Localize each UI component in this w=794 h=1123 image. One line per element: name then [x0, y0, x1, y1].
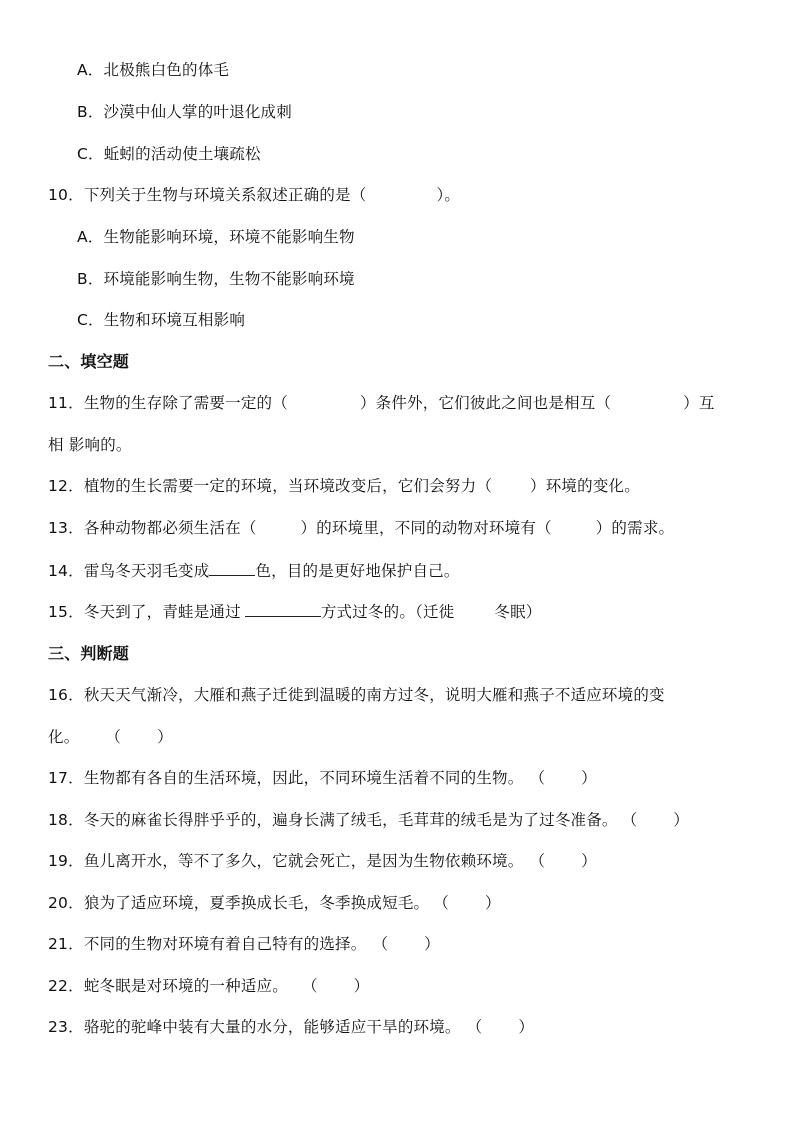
q16-line2: [48, 726, 173, 748]
q18-paren-close: ）: [673, 811, 690, 829]
q17-paren-open: （: [529, 769, 546, 787]
q15-blank[interactable]: [245, 600, 321, 617]
q10-option-c: C．生物和环境互相影响: [77, 311, 246, 329]
q19-text: 19．鱼儿离开水，等不了多久，它就会死亡，是因为生物依赖环境。: [48, 852, 524, 870]
section-judge-title: 三、判断题: [48, 644, 130, 663]
q19: [48, 850, 597, 872]
q13-text-1: 13．各种动物都必须生活在（: [48, 519, 257, 537]
q10-option-a: A．生物能影响环境，环境不能影响生物: [77, 228, 355, 246]
q20-paren-close: ）: [484, 894, 501, 912]
q21-text: 21．不同的生物对环境有着自己特有的选择。: [48, 935, 367, 953]
q16-line1: 16．秋天天气渐冷，大雁和燕子迁徙到温暖的南方过冬，说明大雁和燕子不适应环境的变: [48, 686, 665, 704]
q11-line2: 相 影响的。: [48, 436, 132, 454]
q20-text: 20．狼为了适应环境，夏季换成长毛，冬季换成短毛。: [48, 894, 430, 912]
q18-paren-open: （: [621, 811, 638, 829]
q17-text: 17．生物都有各自的生活环境，因此，不同环境生活着不同的生物。: [48, 769, 524, 787]
q20: [48, 892, 501, 914]
q23: [48, 1016, 534, 1038]
q23-text: 23．骆驼的驼峰中装有大量的水分，能够适应干旱的环境。: [48, 1018, 461, 1036]
section-fill-blank-title: 二、填空题: [48, 352, 130, 371]
q12: [48, 475, 640, 497]
q23-paren-close: ）: [518, 1018, 535, 1036]
q22: [48, 975, 369, 997]
q14-text-2: 色，目的是更好地保护自己。: [255, 562, 460, 580]
q17-paren-close: ）: [581, 769, 597, 787]
q19-paren-close: ）: [581, 852, 597, 870]
q22-text: 22．蛇冬眠是对环境的一种适应。: [48, 977, 288, 995]
q10-option-b: B．环境能影响生物，生物不能影响环境: [77, 270, 355, 288]
q17: [48, 767, 597, 789]
q9-option-b: B．沙漠中仙人掌的叶退化成刺: [77, 103, 292, 121]
q10-stem: [48, 184, 460, 206]
q14-text-1: 14．雷鸟冬天羽毛变成: [48, 562, 210, 580]
q13-text-2: ）的环境里，不同的动物对环境有（: [300, 519, 552, 537]
q9-option-c: C．蚯蚓的活动使土壤疏松: [77, 145, 261, 163]
q21: [48, 933, 440, 955]
q18: [48, 809, 689, 831]
q13: [48, 517, 674, 539]
q15-text-3: 冬眠）: [494, 603, 542, 621]
q10-stem-post: ）。: [436, 186, 461, 204]
q9-option-a: A．北极熊白色的体毛: [77, 61, 230, 79]
q16-paren-open: （: [105, 728, 122, 746]
q13-text-3: ）的需求。: [595, 519, 675, 537]
q22-paren-close: ）: [353, 977, 370, 995]
q10-stem-pre: 10．下列关于生物与环境关系叙述正确的是（: [48, 186, 367, 204]
q22-paren-open: （: [301, 977, 318, 995]
q18-text: 18．冬天的麻雀长得胖乎乎的，遍身长满了绒毛，毛茸茸的绒毛是为了过冬准备。: [48, 811, 618, 829]
q11-line1: [48, 392, 715, 414]
q12-text-2: ）环境的变化。: [530, 477, 640, 495]
q23-paren-open: （: [466, 1018, 483, 1036]
q11-text-1: 11．生物的生存除了需要一定的（: [48, 394, 288, 412]
q16-text-2: 化。: [48, 728, 80, 746]
q14-blank[interactable]: [209, 559, 255, 576]
q15-text-1: 15．冬天到了，青蛙是通过: [48, 603, 241, 621]
q12-text-1: 12．植物的生长需要一定的环境，当环境改变后，它们会努力（: [48, 477, 493, 495]
q19-paren-open: （: [529, 852, 546, 870]
q21-paren-close: ）: [424, 935, 440, 953]
q20-paren-open: （: [433, 894, 449, 912]
q21-paren-open: （: [372, 935, 389, 953]
q15-text-2: 方式过冬的。（迁徙: [320, 603, 455, 621]
q11-text-2: ）条件外，它们彼此之间也是相互（: [359, 394, 612, 412]
q14: [48, 559, 460, 582]
q15: [48, 600, 542, 623]
q16-paren-close: ）: [157, 728, 173, 746]
q11-text-3: ）互: [683, 394, 715, 412]
